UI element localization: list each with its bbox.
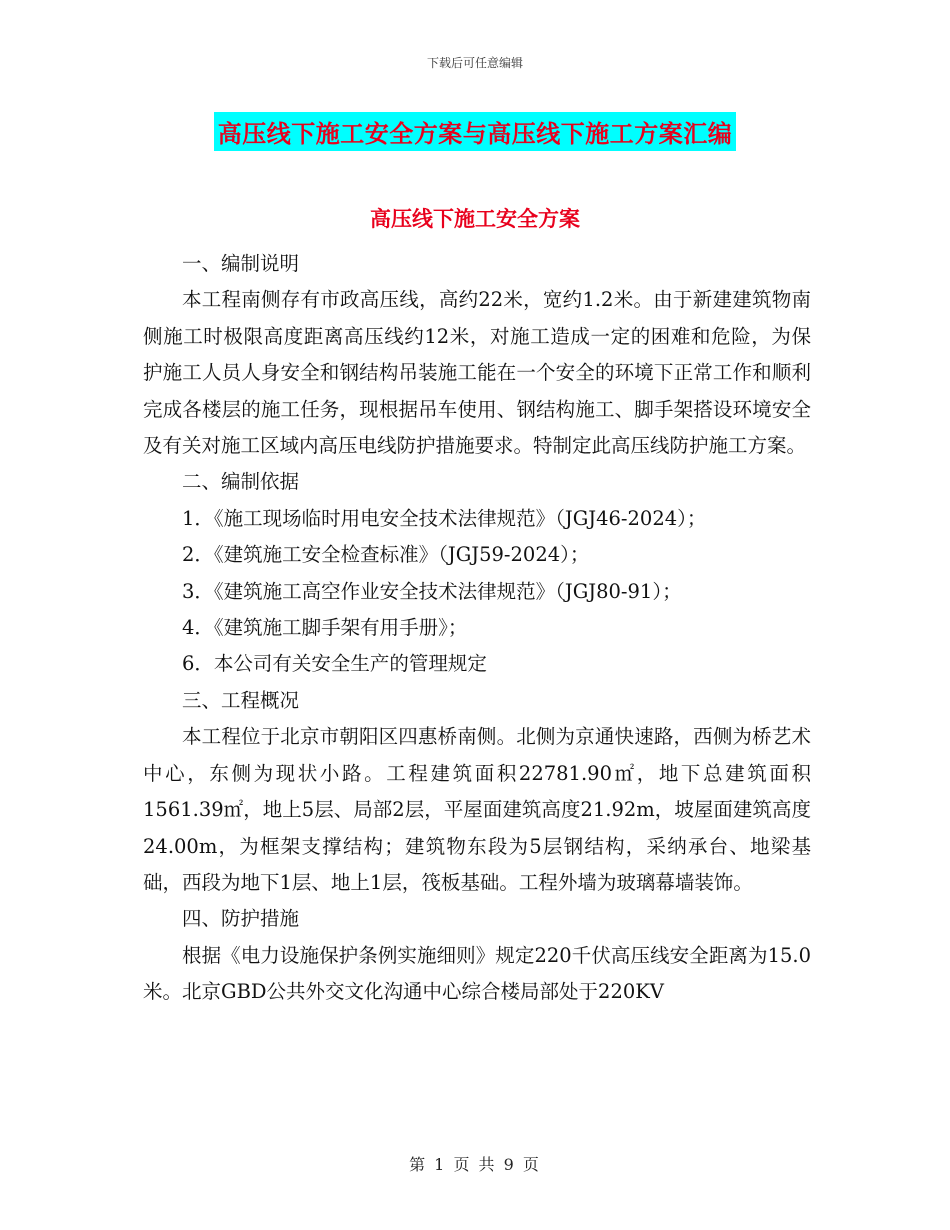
header-note: 下载后可任意编辑 bbox=[426, 56, 523, 70]
body-paragraph: 本工程位于北京市朝阳区四惠桥南侧。北侧为京通快速路，西侧为桥艺术中心，东侧为现状小路。工程建筑面积22781.90㎡，地下总建筑面积1561.39㎡，地上5层、局部2层，平屋面建筑高度21.92m，坡屋面建筑高度24.00m，为框架支撑结构；建筑物东段为5层钢结构，采纳承台、地梁基础，西段为地下1层、地上1层，筏板基础。工程外墙为玻璃幕墙装饰。 bbox=[143, 725, 811, 894]
body-paragraph: 根据《电力设施保护条例实施细则》规定220千伏高压线安全距离为15.0米。北京GBD公共外交文化沟通中心综合楼局部处于220KV bbox=[143, 943, 811, 1004]
document-body bbox=[143, 246, 811, 1011]
heading-line: 四、防护措施 bbox=[182, 907, 300, 931]
document-title bbox=[0, 112, 950, 151]
heading-line: 2．《建筑施工安全检查标准》（JGJ59-2024）； bbox=[182, 543, 590, 567]
heading-line: 一、编制说明 bbox=[182, 252, 300, 275]
heading-line: 4．《建筑施工脚手架有用手册》； bbox=[182, 616, 468, 640]
heading-line: 3．《建筑施工高空作业安全技术法律规范》（JGJ80-91）； bbox=[182, 579, 682, 603]
section-title: 高压线下施工安全方案 bbox=[370, 207, 580, 231]
heading-line: 二、编制依据 bbox=[182, 470, 300, 494]
heading-line: 6．本公司有关安全生产的管理规定 bbox=[182, 652, 487, 676]
heading-line: 三、工程概况 bbox=[182, 688, 300, 712]
body-paragraph: 本工程南侧存有市政高压线，高约22米，宽约1.2米。由于新建建筑物南侧施工时极限高度距离高压线约12米，对施工造成一定的困难和危险，为保护施工人员人身安全和钢结构吊装施工能在一个安全的环境下正常工作和顺利完成各楼层的施工任务，现根据吊车使用、钢结构施工、脚手架搭设环境安全及有关对施工区域内高压电线防护措施要求。特制定此高压线防护施工方案。 bbox=[143, 288, 811, 458]
document-title-text: 高压线下施工安全方案与高压线下施工方案汇编 bbox=[214, 112, 737, 151]
page-footer: 第 1 页 共 9 页 bbox=[409, 1155, 541, 1174]
heading-line: 1．《施工现场临时用电安全技术法律规范》（JGJ46-2024）； bbox=[182, 506, 707, 530]
